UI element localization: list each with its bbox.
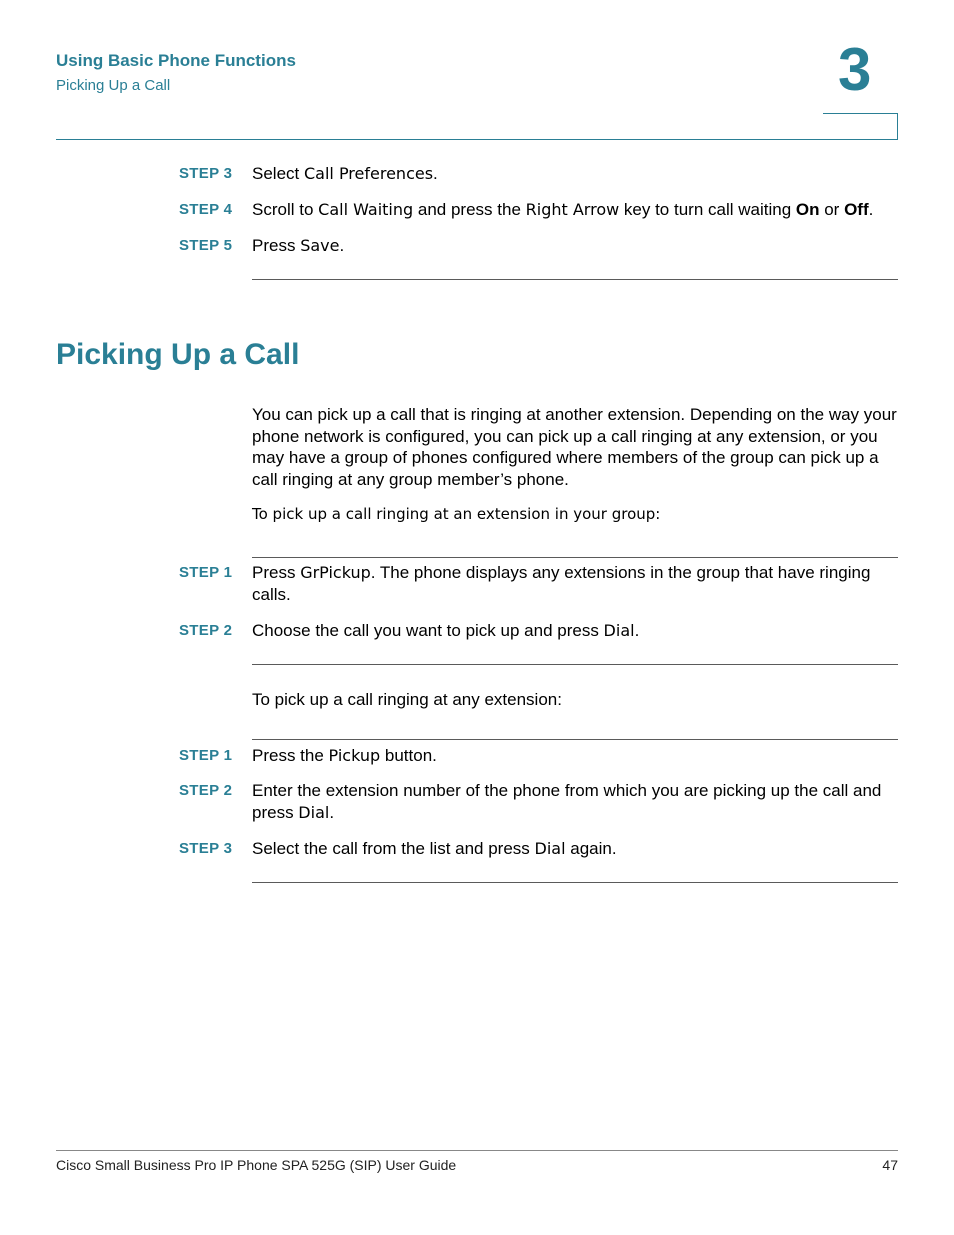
step-text-part: . <box>339 236 345 255</box>
intro-paragraph: You can pick up a call that is ringing at another extension. Depending on the way your phone network is configured, you can pick up a call ringing at any extension, or you may have a group of phones configured where members of the group can pick up a call ringing at any group member’s phone. <box>252 405 897 490</box>
ui-term: Pickup <box>328 746 381 765</box>
step-text-part: again. <box>565 839 617 858</box>
step-text <box>252 163 897 185</box>
step-label: STEP 2 <box>179 622 233 639</box>
step-text-part: . <box>433 164 438 183</box>
step-text <box>252 562 897 606</box>
step-label: STEP 3 <box>179 840 233 857</box>
any-intro: To pick up a call ringing at any extension: <box>252 690 562 709</box>
step-text-part: . The phone displays any extensions in the group that have ringing calls. <box>252 563 871 604</box>
step-text-part: . <box>868 200 874 219</box>
page-number: 47 <box>882 1157 898 1173</box>
divider <box>252 279 898 280</box>
step-label: STEP 3 <box>179 165 233 182</box>
chapter-box <box>823 113 898 139</box>
step-text-part: Enter the extension number of the phone from which you are picking up the call and press <box>252 781 882 822</box>
ui-term: Dial <box>534 839 566 858</box>
ui-term: Call Waiting <box>318 200 414 219</box>
footer-guide-title: Cisco Small Business Pro IP Phone SPA 525G (SIP) User Guide <box>56 1157 457 1173</box>
step-text <box>252 235 897 257</box>
step-text-part: . <box>329 803 335 822</box>
step-text-part: Scroll to <box>252 200 319 219</box>
ui-term: Dial <box>298 803 330 822</box>
section-title: Picking Up a Call <box>56 338 300 371</box>
step-label: STEP 1 <box>179 747 233 764</box>
step-text <box>252 745 897 767</box>
header-rule <box>56 139 898 140</box>
ui-term: GrPickup <box>300 563 371 582</box>
group-intro: To pick up a call ringing at an extension in your group: <box>252 505 661 523</box>
bold-term: Off <box>844 200 869 219</box>
step-text-part: Press <box>252 563 301 582</box>
step-text-part: button. <box>380 746 437 765</box>
step-text-part: Choose the call you want to pick up and press <box>252 621 604 640</box>
step-text <box>252 838 897 860</box>
chapter-number: 3 <box>838 36 872 103</box>
step-text-part: Press the <box>252 746 329 765</box>
bold-term: On <box>795 200 820 219</box>
divider <box>252 882 898 883</box>
step-text-part: Press <box>252 236 301 255</box>
step-text-part: Select <box>252 164 304 183</box>
step-text-part: and press the <box>413 200 526 219</box>
section-subtitle: Picking Up a Call <box>56 77 171 94</box>
step-text-part: . <box>634 621 640 640</box>
step-label: STEP 2 <box>179 782 233 799</box>
step-text-part: or <box>819 200 845 219</box>
divider <box>252 664 898 665</box>
chapter-title: Using Basic Phone Functions <box>56 51 296 70</box>
step-text <box>252 199 897 221</box>
step-text <box>252 780 897 824</box>
ui-term: Call Preferences <box>303 164 434 183</box>
footer-rule <box>56 1150 898 1151</box>
step-text-part: Select the call from the list and press <box>252 839 535 858</box>
step-label: STEP 1 <box>179 564 233 581</box>
divider <box>252 557 898 558</box>
ui-term: Save <box>300 236 340 255</box>
ui-term: Dial <box>603 621 635 640</box>
step-text-part: key to turn call waiting <box>619 200 796 219</box>
step-label: STEP 5 <box>179 237 233 254</box>
step-label: STEP 4 <box>179 201 233 218</box>
ui-term: Right Arrow <box>525 200 620 219</box>
step-text <box>252 620 897 642</box>
divider <box>252 739 898 740</box>
